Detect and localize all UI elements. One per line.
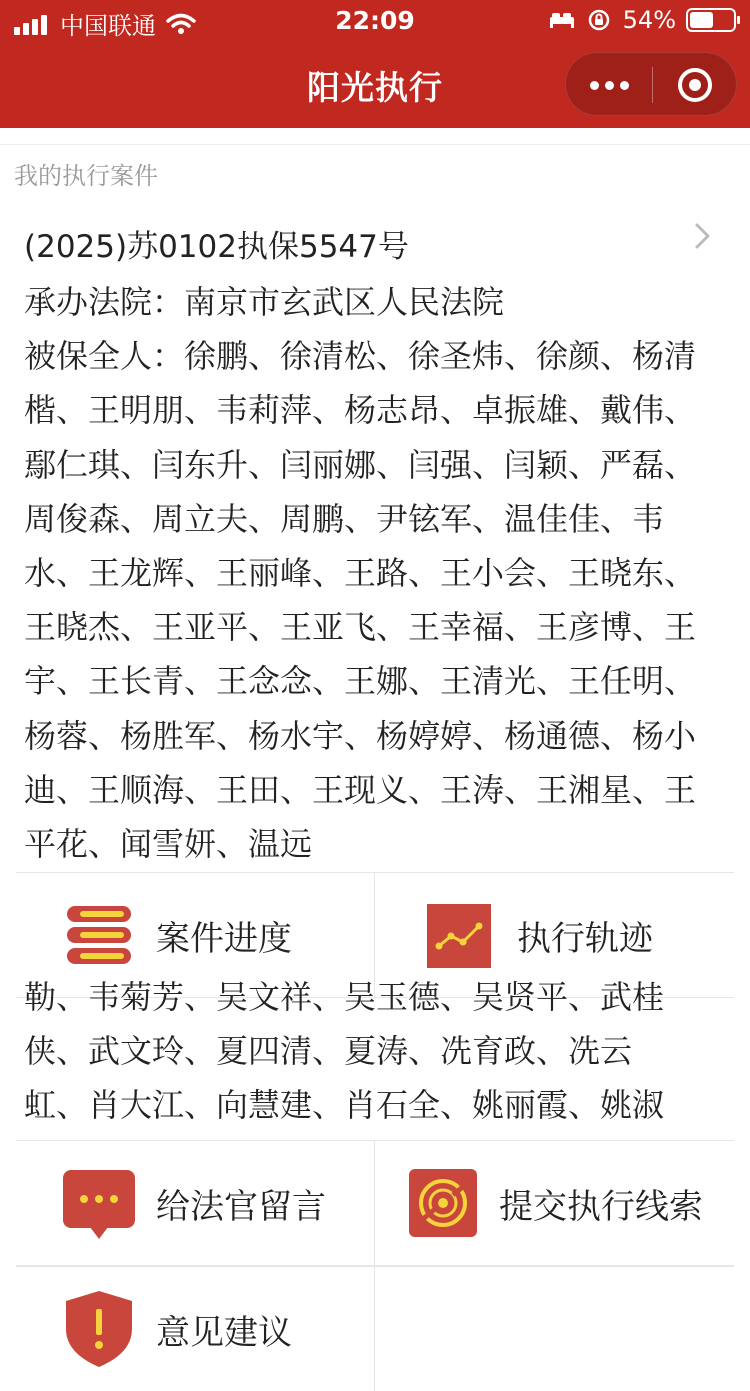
more-dot-icon bbox=[605, 81, 614, 90]
target-close-icon bbox=[678, 68, 712, 102]
rotation-lock-icon bbox=[587, 8, 611, 32]
case-progress-icon bbox=[66, 903, 132, 967]
submit-clue-label: 提交执行线索 bbox=[499, 1187, 703, 1227]
message-bubble-icon bbox=[62, 1169, 136, 1241]
carrier-name: 中国联通 bbox=[60, 12, 156, 40]
case-progress-label: 案件进度 bbox=[156, 919, 292, 959]
close-button[interactable] bbox=[652, 53, 738, 117]
parties-continuation-line: 侠、武文玲、夏四清、夏涛、冼育政、冼云 bbox=[24, 1032, 633, 1071]
page-title: 阳光执行 bbox=[307, 68, 443, 107]
status-bar bbox=[0, 0, 750, 42]
more-button[interactable] bbox=[566, 53, 652, 117]
submit-clue-button[interactable] bbox=[374, 1141, 732, 1265]
case-card[interactable] bbox=[0, 205, 750, 864]
case-number: (2025)苏0102执保5547号 bbox=[24, 229, 409, 265]
battery-icon bbox=[686, 8, 736, 32]
court-row bbox=[24, 275, 722, 329]
empty-cell bbox=[374, 1267, 732, 1391]
divider bbox=[0, 144, 750, 145]
section-title: 我的执行案件 bbox=[14, 162, 158, 190]
more-dot-icon bbox=[620, 81, 629, 90]
shield-icon bbox=[64, 1289, 134, 1369]
bed-icon bbox=[549, 11, 575, 29]
parties-label: 被保全人： bbox=[24, 337, 185, 376]
battery-percent: 54% bbox=[622, 6, 676, 34]
menu-row bbox=[16, 1266, 734, 1353]
parties-continuation bbox=[0, 978, 750, 1140]
mini-program-capsule bbox=[565, 52, 737, 116]
suggestion-label: 意见建议 bbox=[156, 1313, 292, 1353]
message-judge-label: 给法官留言 bbox=[156, 1187, 326, 1227]
more-dot-icon bbox=[590, 81, 599, 90]
parties-continuation-line: 勒、韦菊芳、吴文祥、吴玉德、吴贤平、武桂 bbox=[24, 978, 665, 1016]
chevron-right-icon bbox=[694, 221, 712, 251]
clock: 22:09 bbox=[335, 6, 415, 35]
case-details bbox=[24, 275, 722, 871]
message-judge-button[interactable] bbox=[16, 1141, 374, 1265]
header bbox=[0, 0, 750, 128]
parties-continuation-line: 虹、肖大江、向慧建、肖石全、姚丽霞、姚淑 bbox=[24, 1086, 665, 1125]
clue-target-icon bbox=[409, 1169, 477, 1237]
court-name: 南京市玄武区人民法院 bbox=[184, 283, 505, 321]
menu-row bbox=[16, 1140, 734, 1266]
trend-chart-icon bbox=[427, 904, 491, 968]
parties-row bbox=[24, 329, 722, 871]
parties-list: 徐鹏、徐清松、徐圣炜、徐颜、杨清楷、王明朋、韦莉萍、杨志昂、卓振雄、戴伟、鄢仁琪、闫东升、闫丽娜、闫强、闫颖、严磊、周俊森、周立夫、周鹏、尹铉军、温佳佳、韦水、王龙辉、王丽峰、王路、王小会、王晓东、王晓杰、王亚平、王亚飞、王幸福、王彦博、王宇、王长青、王念念、王娜、王清光、王任明、杨蓉、杨胜军、杨水宇、杨婷婷、杨通德、杨小迪、王顺海、王田、王现义、王涛、王湘星、王平花、闻雪妍、温远 bbox=[24, 337, 697, 864]
suggestion-button[interactable] bbox=[16, 1267, 374, 1391]
court-label: 承办法院： bbox=[24, 283, 185, 321]
execution-track-label: 执行轨迹 bbox=[517, 919, 653, 959]
